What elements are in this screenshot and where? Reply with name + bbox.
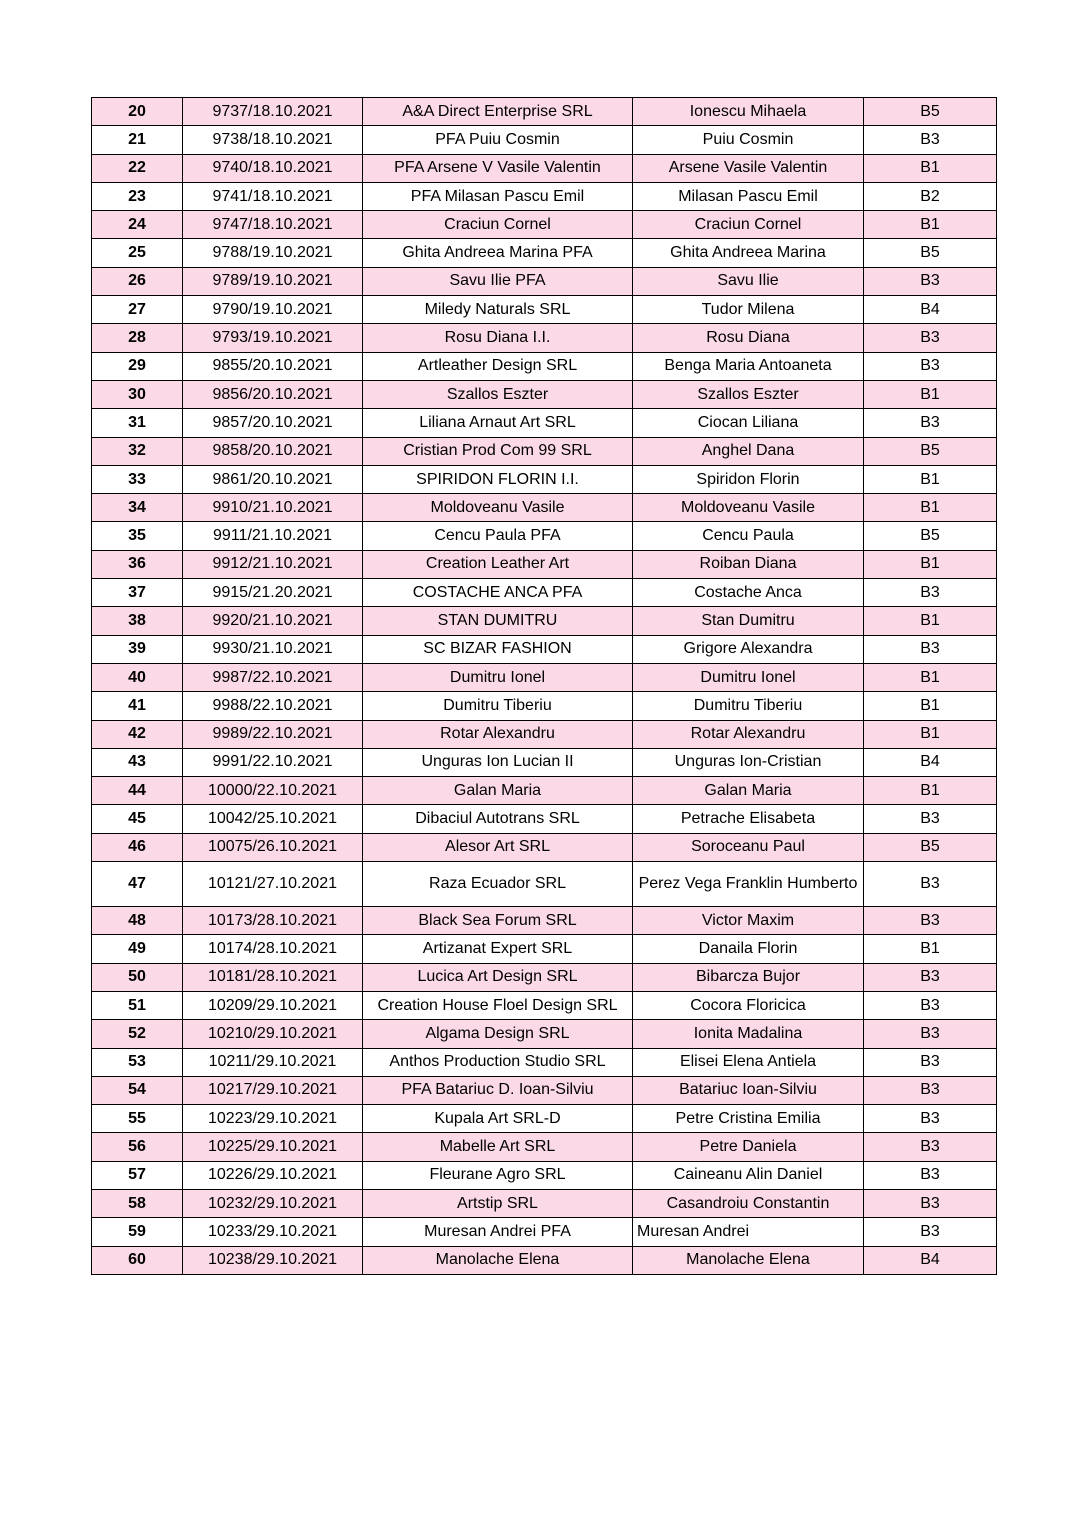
registration-number-cell: 9910/21.10.2021 <box>183 494 363 522</box>
registration-number-cell: 9741/18.10.2021 <box>183 182 363 210</box>
category-cell: B4 <box>864 748 997 776</box>
category-cell: B3 <box>864 267 997 295</box>
table-row <box>92 1020 997 1048</box>
registration-number-cell: 10174/28.10.2021 <box>183 935 363 963</box>
representative-name-cell: Cocora Floricica <box>633 991 864 1019</box>
category-cell: B3 <box>864 1189 997 1217</box>
table-row <box>92 935 997 963</box>
registration-number-cell: 10181/28.10.2021 <box>183 963 363 991</box>
category-cell: B1 <box>864 777 997 805</box>
company-name-cell: Szallos Eszter <box>363 380 633 408</box>
row-number-cell: 42 <box>92 720 183 748</box>
row-number-cell: 47 <box>92 862 183 907</box>
category-cell: B3 <box>864 1105 997 1133</box>
company-name-cell: Craciun Cornel <box>363 211 633 239</box>
registration-number-cell: 9930/21.10.2021 <box>183 635 363 663</box>
category-cell: B1 <box>864 692 997 720</box>
category-cell: B4 <box>864 1246 997 1274</box>
company-name-cell: Rotar Alexandru <box>363 720 633 748</box>
row-number-cell: 23 <box>92 182 183 210</box>
registration-number-cell: 9793/19.10.2021 <box>183 324 363 352</box>
representative-name-cell: Danaila Florin <box>633 935 864 963</box>
row-number-cell: 30 <box>92 380 183 408</box>
representative-name-cell: Petrache Elisabeta <box>633 805 864 833</box>
registration-number-cell: 9856/20.10.2021 <box>183 380 363 408</box>
company-name-cell: Artleather Design SRL <box>363 352 633 380</box>
row-number-cell: 52 <box>92 1020 183 1048</box>
representative-name-cell: Spiridon Florin <box>633 465 864 493</box>
registration-number-cell: 9911/21.10.2021 <box>183 522 363 550</box>
table-row <box>92 1189 997 1217</box>
representative-name-cell: Ciocan Liliana <box>633 409 864 437</box>
company-name-cell: Miledy Naturals SRL <box>363 296 633 324</box>
representative-name-cell: Bibarcza Bujor <box>633 963 864 991</box>
category-cell: B1 <box>864 663 997 691</box>
category-cell: B2 <box>864 182 997 210</box>
category-cell: B3 <box>864 1076 997 1104</box>
table-row <box>92 437 997 465</box>
representative-name-cell: Victor Maxim <box>633 907 864 935</box>
table-row <box>92 607 997 635</box>
company-name-cell: Dumitru Tiberiu <box>363 692 633 720</box>
table-row <box>92 380 997 408</box>
registration-number-cell: 9915/21.20.2021 <box>183 579 363 607</box>
table-row <box>92 1133 997 1161</box>
category-cell: B3 <box>864 963 997 991</box>
table-row <box>92 1161 997 1189</box>
registration-number-cell: 9991/22.10.2021 <box>183 748 363 776</box>
company-name-cell: Raza Ecuador SRL <box>363 862 633 907</box>
registry-table-body <box>92 98 997 1275</box>
company-name-cell: Dibaciul Autotrans SRL <box>363 805 633 833</box>
representative-name-cell: Batariuc Ioan-Silviu <box>633 1076 864 1104</box>
registration-number-cell: 10226/29.10.2021 <box>183 1161 363 1189</box>
table-row <box>92 465 997 493</box>
registration-number-cell: 9737/18.10.2021 <box>183 98 363 126</box>
table-row <box>92 805 997 833</box>
representative-name-cell: Ghita Andreea Marina <box>633 239 864 267</box>
representative-name-cell: Benga Maria Antoaneta <box>633 352 864 380</box>
company-name-cell: Anthos Production Studio SRL <box>363 1048 633 1076</box>
table-row <box>92 720 997 748</box>
company-name-cell: SPIRIDON FLORIN I.I. <box>363 465 633 493</box>
row-number-cell: 34 <box>92 494 183 522</box>
table-row <box>92 635 997 663</box>
category-cell: B3 <box>864 805 997 833</box>
table-row <box>92 494 997 522</box>
registration-number-cell: 10238/29.10.2021 <box>183 1246 363 1274</box>
category-cell: B5 <box>864 98 997 126</box>
table-row <box>92 907 997 935</box>
registration-number-cell: 10211/29.10.2021 <box>183 1048 363 1076</box>
representative-name-cell: Elisei Elena Antiela <box>633 1048 864 1076</box>
registration-number-cell: 10210/29.10.2021 <box>183 1020 363 1048</box>
registration-number-cell: 10223/29.10.2021 <box>183 1105 363 1133</box>
row-number-cell: 20 <box>92 98 183 126</box>
table-row <box>92 1048 997 1076</box>
table-row <box>92 296 997 324</box>
row-number-cell: 35 <box>92 522 183 550</box>
registration-number-cell: 9747/18.10.2021 <box>183 211 363 239</box>
category-cell: B3 <box>864 862 997 907</box>
table-row <box>92 1105 997 1133</box>
row-number-cell: 54 <box>92 1076 183 1104</box>
table-row <box>92 862 997 907</box>
registration-number-cell: 10225/29.10.2021 <box>183 1133 363 1161</box>
representative-name-cell: Manolache Elena <box>633 1246 864 1274</box>
row-number-cell: 32 <box>92 437 183 465</box>
table-row <box>92 154 997 182</box>
representative-name-cell: Ionescu Mihaela <box>633 98 864 126</box>
category-cell: B1 <box>864 550 997 578</box>
representative-name-cell: Anghel Dana <box>633 437 864 465</box>
registration-number-cell: 10042/25.10.2021 <box>183 805 363 833</box>
registration-number-cell: 9789/19.10.2021 <box>183 267 363 295</box>
representative-name-cell: Moldoveanu Vasile <box>633 494 864 522</box>
row-number-cell: 21 <box>92 126 183 154</box>
registration-number-cell: 9740/18.10.2021 <box>183 154 363 182</box>
table-row <box>92 352 997 380</box>
company-name-cell: Black Sea Forum SRL <box>363 907 633 935</box>
row-number-cell: 53 <box>92 1048 183 1076</box>
representative-name-cell: Petre Daniela <box>633 1133 864 1161</box>
company-name-cell: Unguras Ion Lucian II <box>363 748 633 776</box>
company-name-cell: Dumitru Ionel <box>363 663 633 691</box>
category-cell: B1 <box>864 494 997 522</box>
table-row <box>92 963 997 991</box>
row-number-cell: 57 <box>92 1161 183 1189</box>
representative-name-cell: Savu Ilie <box>633 267 864 295</box>
category-cell: B3 <box>864 1020 997 1048</box>
company-name-cell: STAN DUMITRU <box>363 607 633 635</box>
category-cell: B3 <box>864 1133 997 1161</box>
registration-number-cell: 10232/29.10.2021 <box>183 1189 363 1217</box>
row-number-cell: 33 <box>92 465 183 493</box>
category-cell: B3 <box>864 991 997 1019</box>
row-number-cell: 37 <box>92 579 183 607</box>
row-number-cell: 58 <box>92 1189 183 1217</box>
category-cell: B1 <box>864 465 997 493</box>
representative-name-cell: Dumitru Tiberiu <box>633 692 864 720</box>
table-row <box>92 991 997 1019</box>
registration-number-cell: 9788/19.10.2021 <box>183 239 363 267</box>
registry-table <box>91 97 997 1275</box>
representative-name-cell: Perez Vega Franklin Humberto <box>633 862 864 907</box>
representative-name-cell: Unguras Ion-Cristian <box>633 748 864 776</box>
company-name-cell: Fleurane Agro SRL <box>363 1161 633 1189</box>
representative-name-cell: Dumitru Ionel <box>633 663 864 691</box>
representative-name-cell: Muresan Andrei <box>633 1218 864 1246</box>
registration-number-cell: 10173/28.10.2021 <box>183 907 363 935</box>
company-name-cell: Muresan Andrei PFA <box>363 1218 633 1246</box>
row-number-cell: 40 <box>92 663 183 691</box>
table-row <box>92 1246 997 1274</box>
table-row <box>92 777 997 805</box>
representative-name-cell: Arsene Vasile Valentin <box>633 154 864 182</box>
category-cell: B5 <box>864 239 997 267</box>
category-cell: B4 <box>864 296 997 324</box>
company-name-cell: Lucica Art Design SRL <box>363 963 633 991</box>
representative-name-cell: Casandroiu Constantin <box>633 1189 864 1217</box>
registration-number-cell: 9987/22.10.2021 <box>183 663 363 691</box>
row-number-cell: 48 <box>92 907 183 935</box>
registry-table-container <box>91 97 996 1275</box>
category-cell: B3 <box>864 126 997 154</box>
registration-number-cell: 9912/21.10.2021 <box>183 550 363 578</box>
company-name-cell: SC BIZAR FASHION <box>363 635 633 663</box>
table-row <box>92 748 997 776</box>
company-name-cell: Algama Design SRL <box>363 1020 633 1048</box>
representative-name-cell: Ionita Madalina <box>633 1020 864 1048</box>
representative-name-cell: Cencu Paula <box>633 522 864 550</box>
table-row <box>92 833 997 861</box>
category-cell: B3 <box>864 579 997 607</box>
company-name-cell: Kupala Art SRL-D <box>363 1105 633 1133</box>
company-name-cell: Rosu Diana I.I. <box>363 324 633 352</box>
category-cell: B5 <box>864 522 997 550</box>
registration-number-cell: 10209/29.10.2021 <box>183 991 363 1019</box>
representative-name-cell: Szallos Eszter <box>633 380 864 408</box>
table-row <box>92 211 997 239</box>
company-name-cell: PFA Arsene V Vasile Valentin <box>363 154 633 182</box>
category-cell: B1 <box>864 154 997 182</box>
row-number-cell: 36 <box>92 550 183 578</box>
company-name-cell: Alesor Art SRL <box>363 833 633 861</box>
registration-number-cell: 10075/26.10.2021 <box>183 833 363 861</box>
company-name-cell: Cristian Prod Com 99 SRL <box>363 437 633 465</box>
category-cell: B3 <box>864 635 997 663</box>
registration-number-cell: 10233/29.10.2021 <box>183 1218 363 1246</box>
registration-number-cell: 9738/18.10.2021 <box>183 126 363 154</box>
table-row <box>92 239 997 267</box>
representative-name-cell: Roiban Diana <box>633 550 864 578</box>
category-cell: B1 <box>864 935 997 963</box>
representative-name-cell: Milasan Pascu Emil <box>633 182 864 210</box>
company-name-cell: A&A Direct Enterprise SRL <box>363 98 633 126</box>
table-row <box>92 550 997 578</box>
registration-number-cell: 9988/22.10.2021 <box>183 692 363 720</box>
company-name-cell: Creation Leather Art <box>363 550 633 578</box>
company-name-cell: Mabelle Art SRL <box>363 1133 633 1161</box>
row-number-cell: 44 <box>92 777 183 805</box>
company-name-cell: COSTACHE ANCA PFA <box>363 579 633 607</box>
row-number-cell: 56 <box>92 1133 183 1161</box>
category-cell: B3 <box>864 352 997 380</box>
row-number-cell: 27 <box>92 296 183 324</box>
representative-name-cell: Rotar Alexandru <box>633 720 864 748</box>
row-number-cell: 26 <box>92 267 183 295</box>
table-row <box>92 522 997 550</box>
category-cell: B5 <box>864 833 997 861</box>
registration-number-cell: 9857/20.10.2021 <box>183 409 363 437</box>
registration-number-cell: 9790/19.10.2021 <box>183 296 363 324</box>
representative-name-cell: Galan Maria <box>633 777 864 805</box>
row-number-cell: 25 <box>92 239 183 267</box>
row-number-cell: 55 <box>92 1105 183 1133</box>
row-number-cell: 45 <box>92 805 183 833</box>
representative-name-cell: Craciun Cornel <box>633 211 864 239</box>
table-row <box>92 267 997 295</box>
registration-number-cell: 9858/20.10.2021 <box>183 437 363 465</box>
row-number-cell: 46 <box>92 833 183 861</box>
row-number-cell: 29 <box>92 352 183 380</box>
company-name-cell: Liliana Arnaut Art SRL <box>363 409 633 437</box>
category-cell: B5 <box>864 437 997 465</box>
company-name-cell: Savu Ilie PFA <box>363 267 633 295</box>
row-number-cell: 51 <box>92 991 183 1019</box>
registration-number-cell: 10000/22.10.2021 <box>183 777 363 805</box>
company-name-cell: Manolache Elena <box>363 1246 633 1274</box>
table-row <box>92 324 997 352</box>
representative-name-cell: Costache Anca <box>633 579 864 607</box>
registration-number-cell: 9989/22.10.2021 <box>183 720 363 748</box>
table-row <box>92 692 997 720</box>
row-number-cell: 38 <box>92 607 183 635</box>
company-name-cell: Ghita Andreea Marina PFA <box>363 239 633 267</box>
row-number-cell: 59 <box>92 1218 183 1246</box>
table-row <box>92 579 997 607</box>
company-name-cell: PFA Puiu Cosmin <box>363 126 633 154</box>
row-number-cell: 49 <box>92 935 183 963</box>
category-cell: B1 <box>864 607 997 635</box>
representative-name-cell: Stan Dumitru <box>633 607 864 635</box>
company-name-cell: Artstip SRL <box>363 1189 633 1217</box>
representative-name-cell: Tudor Milena <box>633 296 864 324</box>
row-number-cell: 43 <box>92 748 183 776</box>
registration-number-cell: 9855/20.10.2021 <box>183 352 363 380</box>
table-row <box>92 126 997 154</box>
company-name-cell: Moldoveanu Vasile <box>363 494 633 522</box>
row-number-cell: 31 <box>92 409 183 437</box>
registration-number-cell: 10121/27.10.2021 <box>183 862 363 907</box>
row-number-cell: 50 <box>92 963 183 991</box>
table-row <box>92 98 997 126</box>
representative-name-cell: Puiu Cosmin <box>633 126 864 154</box>
representative-name-cell: Grigore Alexandra <box>633 635 864 663</box>
table-row <box>92 663 997 691</box>
category-cell: B3 <box>864 1161 997 1189</box>
registration-number-cell: 10217/29.10.2021 <box>183 1076 363 1104</box>
row-number-cell: 24 <box>92 211 183 239</box>
row-number-cell: 22 <box>92 154 183 182</box>
table-row <box>92 1076 997 1104</box>
table-row <box>92 1218 997 1246</box>
representative-name-cell: Petre Cristina Emilia <box>633 1105 864 1133</box>
category-cell: B3 <box>864 324 997 352</box>
registration-number-cell: 9920/21.10.2021 <box>183 607 363 635</box>
company-name-cell: PFA Milasan Pascu Emil <box>363 182 633 210</box>
category-cell: B1 <box>864 720 997 748</box>
table-row <box>92 409 997 437</box>
category-cell: B1 <box>864 211 997 239</box>
category-cell: B3 <box>864 1048 997 1076</box>
category-cell: B3 <box>864 409 997 437</box>
category-cell: B3 <box>864 907 997 935</box>
representative-name-cell: Caineanu Alin Daniel <box>633 1161 864 1189</box>
category-cell: B3 <box>864 1218 997 1246</box>
row-number-cell: 28 <box>92 324 183 352</box>
company-name-cell: Galan Maria <box>363 777 633 805</box>
company-name-cell: Creation House Floel Design SRL <box>363 991 633 1019</box>
category-cell: B1 <box>864 380 997 408</box>
representative-name-cell: Rosu Diana <box>633 324 864 352</box>
company-name-cell: Artizanat Expert SRL <box>363 935 633 963</box>
row-number-cell: 60 <box>92 1246 183 1274</box>
row-number-cell: 39 <box>92 635 183 663</box>
company-name-cell: PFA Batariuc D. Ioan-Silviu <box>363 1076 633 1104</box>
table-row <box>92 182 997 210</box>
registration-number-cell: 9861/20.10.2021 <box>183 465 363 493</box>
company-name-cell: Cencu Paula PFA <box>363 522 633 550</box>
representative-name-cell: Soroceanu Paul <box>633 833 864 861</box>
row-number-cell: 41 <box>92 692 183 720</box>
